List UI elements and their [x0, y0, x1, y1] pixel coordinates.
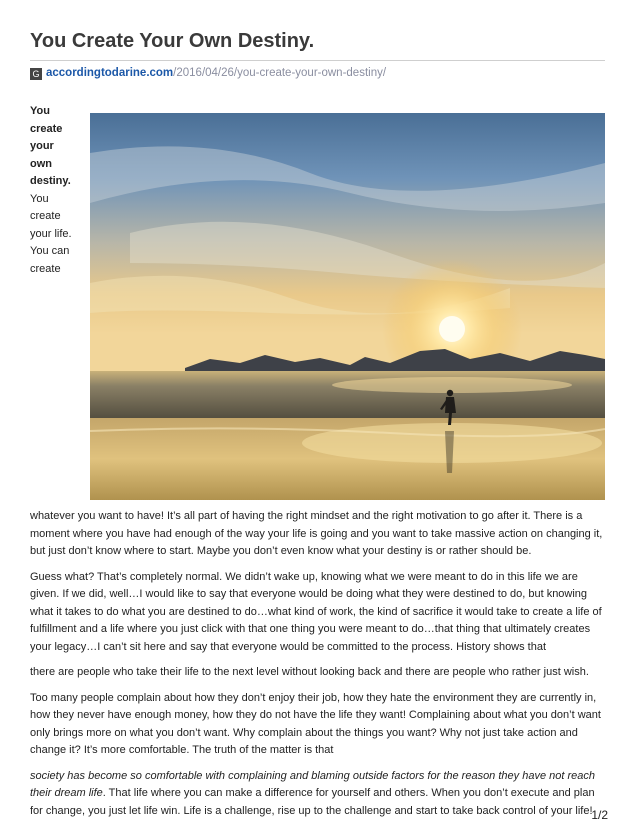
- source-line: [30, 67, 386, 80]
- intro-line: create: [30, 210, 61, 222]
- intro-line: You: [30, 192, 49, 205]
- page-title: You Create Your Own Destiny.: [30, 30, 315, 52]
- sunset-beach-photo: [90, 113, 605, 500]
- intro-line: your life.: [30, 227, 72, 240]
- title-divider: [30, 60, 605, 61]
- source-path-link[interactable]: /2016/04/26/you-create-your-own-destiny/: [173, 67, 387, 79]
- page-number: 1/2: [591, 808, 608, 822]
- intro-bold-line: own: [30, 157, 52, 170]
- article-paragraph: there are people who take their life to the next level without looking back and there are people who rather just wish.: [30, 666, 589, 678]
- article-paragraph: Guess what? That’s completely normal. We didn’t wake up, knowing what we were meant to do in this life we are given. If we did, well…I would like to say that everyone would be doing what they were destined to do, but knowing what it takes to do what you are destined to do…what kind of work, the kind of sacrifice it would take to create a life of fulfillment and a life where you just click with that one thing you were meant to do…that thing that ultimately creates your legacy…I can’t sit here and say that everyone would be committed to the process. History shows that: [30, 570, 602, 653]
- source-domain-link[interactable]: accordingtodarine.com: [46, 67, 174, 79]
- intro-line: create: [30, 262, 61, 275]
- intro-bold-line: You: [30, 105, 50, 117]
- article-paragraph: Too many people complain about how they don’t enjoy their job, how they hate the environment they are currently in, how they never have enough money, how they do not have the life they want! Complaining about what you don’t want only brings more on what you don’t want. Why complain about the things you want? Why not just take action and change it? It’s more comfortable. The truth of the matter is that: [30, 691, 601, 756]
- intro-bold-line: create: [30, 122, 63, 135]
- intro-bold-line: destiny.: [30, 175, 71, 187]
- site-favicon-icon: G: [30, 68, 42, 80]
- paragraph-continuation: . That life where you can make a difference for yourself and others. When you don’t execute and plan for change, you just let life win. Life is a challenge, rise up to the challenge and start to take back control of your life!: [30, 787, 595, 817]
- intro-sidebar-text: [30, 103, 82, 278]
- italic-emphasis: society has become so comfortable with complaining and blaming outside factors for the reason they have not reach their dream life: [30, 769, 595, 799]
- intro-line: You can: [30, 245, 70, 257]
- article-paragraph: [30, 768, 608, 821]
- article-body: [30, 508, 608, 828]
- article-paragraph: whatever you want to have! It’s all part of having the right mindset and the right motivation to go after it. There is a moment where you have had enough of the way your life is going and you want to take massive action on changing it, but just don’t know where to start. Maybe you don’t even know what your destiny is or rather should be.: [30, 510, 603, 557]
- intro-bold-line: your: [30, 140, 54, 152]
